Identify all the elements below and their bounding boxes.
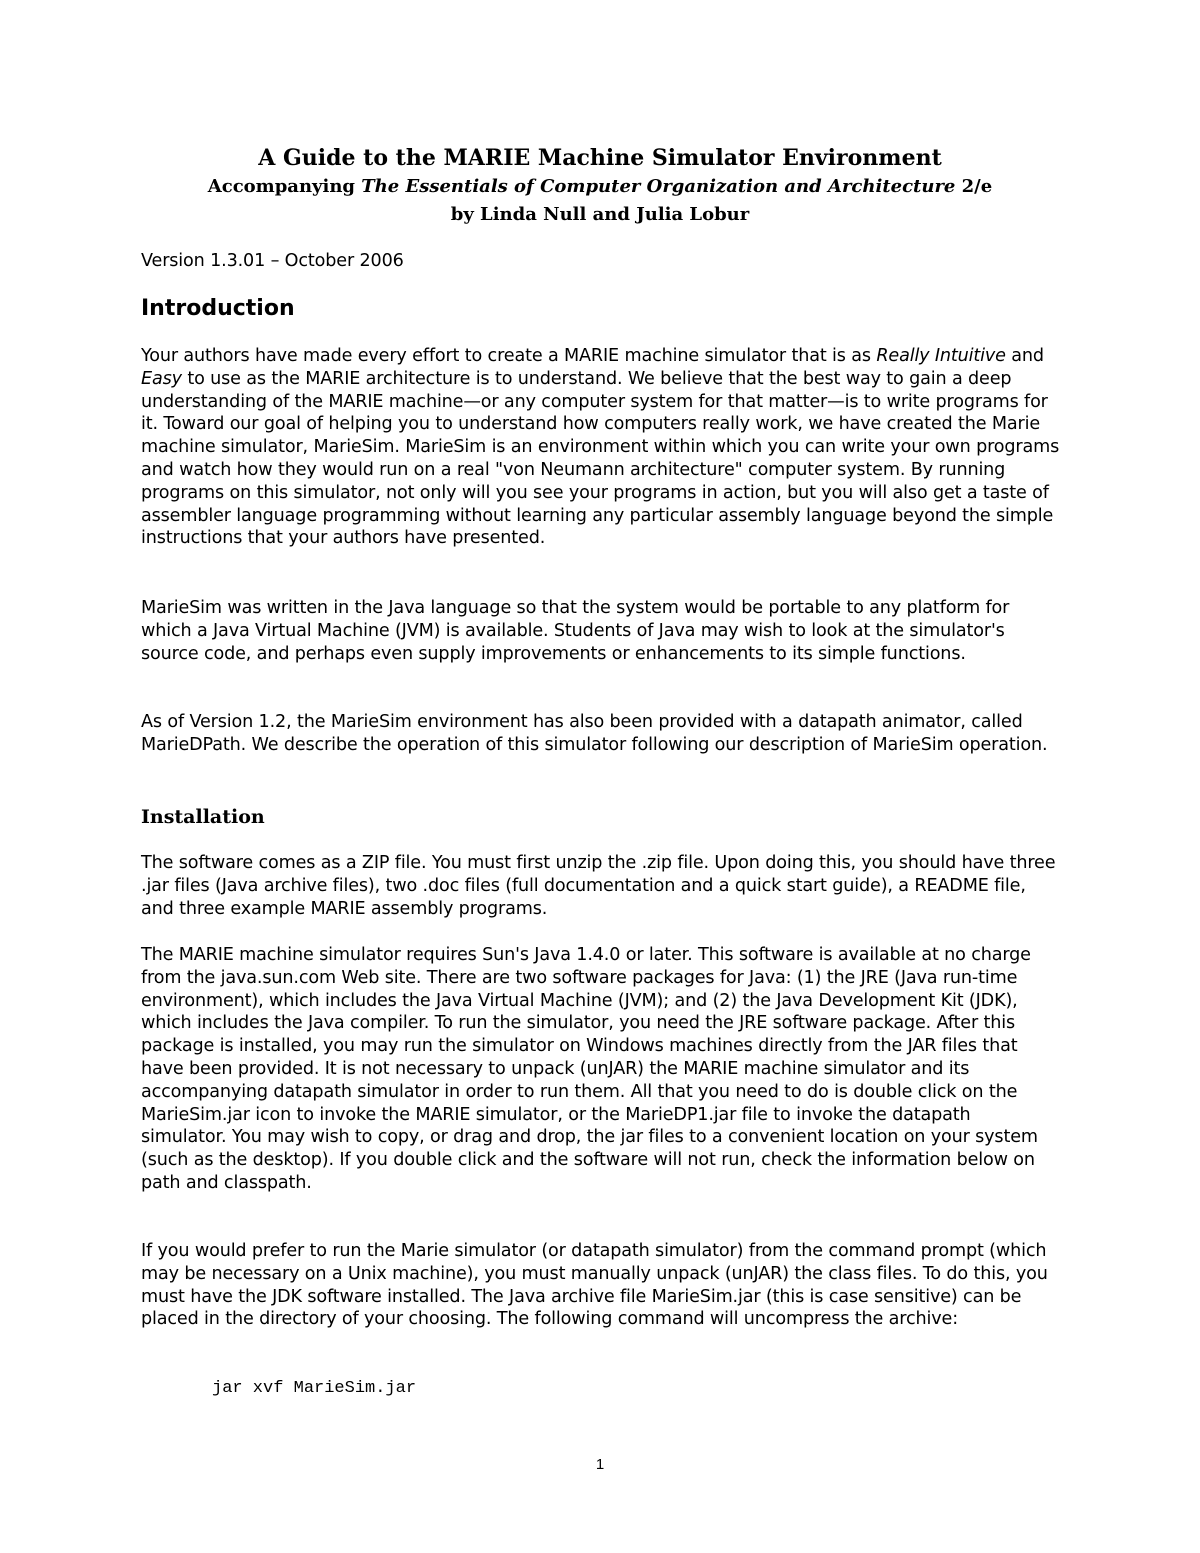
introduction-paragraph-2: MarieSim was written in the Java language so that the system would be portable to any platform for which a Java Virtual Machine (JVM) is available. Students of Java may wish to look at the simulator's source code, and perhaps even supply improvements or enhancements to its simple functions. xyxy=(141,598,1010,664)
book-title: The Essentials of Computer Organization and Architecture xyxy=(361,176,956,197)
subtitle-prefix: Accompanying xyxy=(207,176,362,197)
document-subtitle xyxy=(0,173,1200,201)
document-authors: by Linda Null and Julia Lobur xyxy=(450,204,750,225)
installation-heading: Installation xyxy=(141,806,265,828)
edition: 2/e xyxy=(955,176,993,197)
intro-p1-text-b: and xyxy=(1005,346,1044,366)
intro-p1-text-c: to use as the MARIE architecture is to understand. We believe that the best way to gain a deep understanding of the MARIE machine—or any computer system for that matter—is to write programs for it. Toward our goal of helping you to understand how computers really work, we have created the Marie machine simulator, MarieSim. MarieSim is an environment within which you can write your own programs and watch how they would run on a real "von Neumann architecture" computer system. By running programs on this simulator, not only will you see your programs in action, but you will also get a taste of assembler language programming without learning any particular assembly language beyond the simple instructions that your authors have presented. xyxy=(141,368,1060,549)
installation-paragraph-3: If you would prefer to run the Marie simulator (or datapath simulator) from the command prompt (which may be necessary on a Unix machine), you must manually unpack (unJAR) the class files. To do this, you must have the JDK software installed. The Java archive file MarieSim.jar (this is case sensitive) can be placed in the directory of your choosing. The following command will uncompress the archive: xyxy=(141,1241,1048,1330)
intro-p1-easy: Easy xyxy=(141,368,182,389)
title-block xyxy=(0,143,1200,229)
document-title: A Guide to the MARIE Machine Simulator Environment xyxy=(258,145,942,171)
introduction-paragraph-1 xyxy=(141,345,1061,550)
installation-paragraph-1: The software comes as a ZIP file. You must first unzip the .zip file. Upon doing this, you should have three .jar files (Java archive files), two .doc files (full documentation and a quick start guide), a README file, and three example MARIE assembly programs. xyxy=(141,853,1056,919)
introduction-paragraph-3: As of Version 1.2, the MarieSim environment has also been provided with a datapath animator, called MarieDPath. We describe the operation of this simulator following our description of MarieSim operation. xyxy=(141,712,1048,755)
introduction-heading: Introduction xyxy=(141,296,295,321)
installation-paragraph-2: The MARIE machine simulator requires Sun's Java 1.4.0 or later. This software is available at no charge from the java.sun.com Web site. There are two software packages for Java: (1) the JRE (Java run-time environment), which includes the Java Virtual Machine (JVM); and (2) the Java Development Kit (JDK), which includes the Java compiler. To run the simulator, you need the JRE software package. After this package is installed, you may run the simulator on Windows machines directly from the JAR files that have been provided. It is not necessary to unpack (unJAR) the MARIE machine simulator and its accompanying datapath simulator in order to run them. All that you need to do is double click on the MarieSim.jar icon to invoke the MARIE simulator, or the MarieDP1.jar file to invoke the datapath simulator. You may wish to copy, or drag and drop, the jar files to a convenient location on your system (such as the desktop). If you double click and the software will not run, check the information below on path and classpath. xyxy=(141,945,1038,1193)
jar-command: jar xvf MarieSim.jar xyxy=(212,1379,417,1398)
intro-p1-really-intuitive: Really Intuitive xyxy=(876,346,1006,366)
version-line: Version 1.3.01 – October 2006 xyxy=(141,251,404,271)
page-number: 1 xyxy=(595,1456,605,1473)
intro-p1-text-a: Your authors have made every effort to create a MARIE machine simulator that is as xyxy=(141,346,877,366)
